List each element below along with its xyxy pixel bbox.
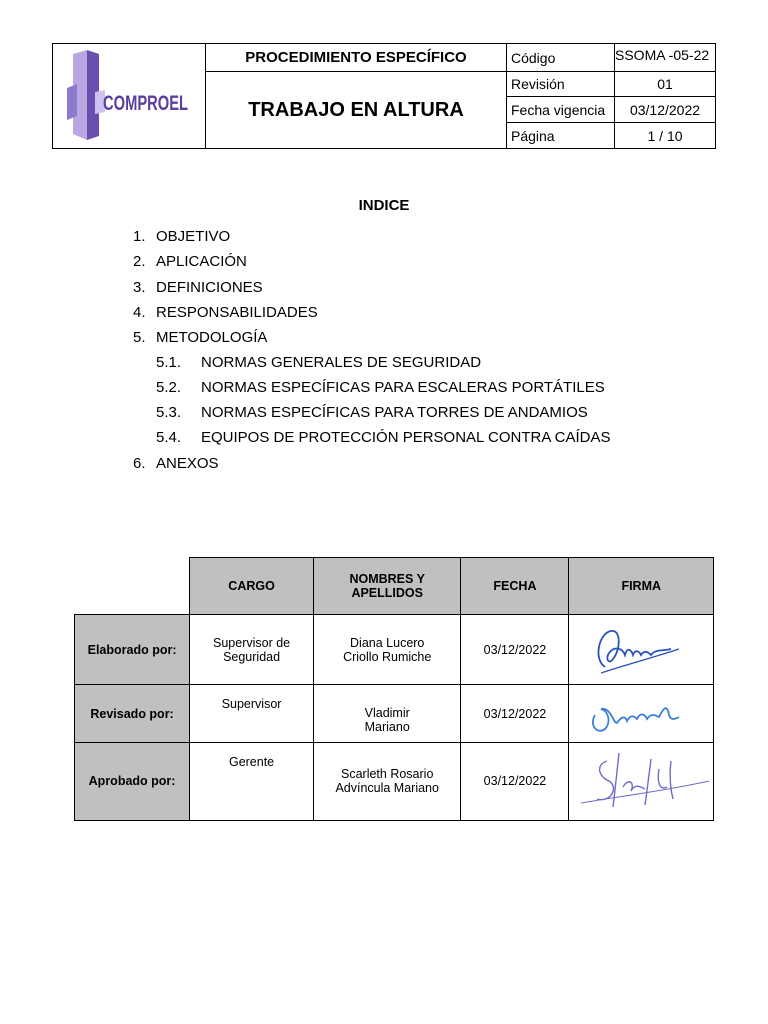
toc-label: NORMAS ESPECÍFICAS PARA ESCALERAS PORTÁTILES bbox=[201, 379, 605, 396]
cargo-cell: Gerente bbox=[190, 742, 314, 820]
svg-text:COMPROEL: COMPROEL bbox=[103, 92, 189, 115]
role-label: Aprobado por: bbox=[75, 742, 190, 820]
toc-number: 2. bbox=[133, 253, 146, 270]
firma-header: FIRMA bbox=[569, 558, 714, 615]
doc-type: PROCEDIMIENTO ESPECÍFICO bbox=[206, 44, 507, 72]
toc-number: 6. bbox=[133, 455, 146, 472]
codigo-value: SSOMA -05-22 bbox=[615, 44, 716, 72]
cargo-cell: Supervisor bbox=[190, 685, 314, 742]
toc-label: ANEXOS bbox=[156, 455, 219, 472]
index-title: INDICE bbox=[358, 197, 410, 214]
toc-label: EQUIPOS DE PROTECCIÓN PERSONAL CONTRA CAÍDAS bbox=[201, 429, 611, 446]
fecha-cell: 03/12/2022 bbox=[461, 615, 569, 685]
signature-image bbox=[575, 747, 717, 813]
fecha-header: FECHA bbox=[461, 558, 569, 615]
toc-label: APLICACIÓN bbox=[156, 253, 247, 270]
signature-image bbox=[575, 689, 705, 741]
toc-number: 4. bbox=[133, 304, 146, 321]
toc-label: NORMAS ESPECÍFICAS PARA TORRES DE ANDAMIOS bbox=[201, 404, 588, 421]
toc-number: 5. bbox=[133, 329, 146, 346]
revision-label: Revisión bbox=[507, 72, 615, 97]
cargo-cell: Supervisor de Seguridad bbox=[190, 615, 314, 685]
signature-image bbox=[575, 619, 705, 679]
codigo-label: Código bbox=[507, 44, 615, 72]
table-row bbox=[75, 685, 714, 742]
toc-number: 3. bbox=[133, 279, 146, 296]
nombres-header: NOMBRES Y APELLIDOS bbox=[314, 558, 461, 615]
toc-label: NORMAS GENERALES DE SEGURIDAD bbox=[201, 354, 482, 371]
toc-number: 5.4. bbox=[156, 429, 182, 446]
signature-cell bbox=[569, 742, 714, 820]
toc-label: OBJETIVO bbox=[156, 228, 231, 245]
toc-number: 5.3. bbox=[156, 404, 182, 421]
toc-number: 5.1. bbox=[156, 354, 182, 371]
role-label: Elaborado por: bbox=[75, 615, 190, 685]
cargo-header: CARGO bbox=[190, 558, 314, 615]
blank-header bbox=[75, 558, 190, 615]
toc-label: RESPONSABILIDADES bbox=[156, 304, 318, 321]
company-logo bbox=[53, 44, 205, 148]
signature-cell bbox=[569, 615, 714, 685]
nombre-cell: Diana Lucero Criollo Rumiche bbox=[314, 615, 461, 685]
revision-value: 01 bbox=[615, 72, 716, 97]
logo-cell bbox=[53, 44, 206, 149]
role-label: Revisado por: bbox=[75, 685, 190, 742]
doc-title: TRABAJO EN ALTURA bbox=[206, 72, 507, 149]
nombre-cell: Vladimir Mariano bbox=[314, 685, 461, 742]
fecha-cell: 03/12/2022 bbox=[461, 685, 569, 742]
pagina-value: 1 / 10 bbox=[615, 123, 716, 149]
signature-cell bbox=[569, 685, 714, 742]
table-row bbox=[75, 742, 714, 820]
toc-label: METODOLOGÍA bbox=[156, 329, 268, 346]
fecha-value: 03/12/2022 bbox=[615, 97, 716, 123]
toc-label: DEFINICIONES bbox=[156, 279, 263, 296]
fecha-label: Fecha vigencia bbox=[507, 97, 615, 123]
approval-table bbox=[74, 557, 714, 821]
document-header bbox=[52, 43, 716, 149]
table-row bbox=[75, 615, 714, 685]
pagina-label: Página bbox=[507, 123, 615, 149]
toc-number: 5.2. bbox=[156, 379, 182, 396]
nombre-cell: Scarleth Rosario Advíncula Mariano bbox=[314, 742, 461, 820]
toc-number: 1. bbox=[133, 228, 146, 245]
fecha-cell: 03/12/2022 bbox=[461, 742, 569, 820]
